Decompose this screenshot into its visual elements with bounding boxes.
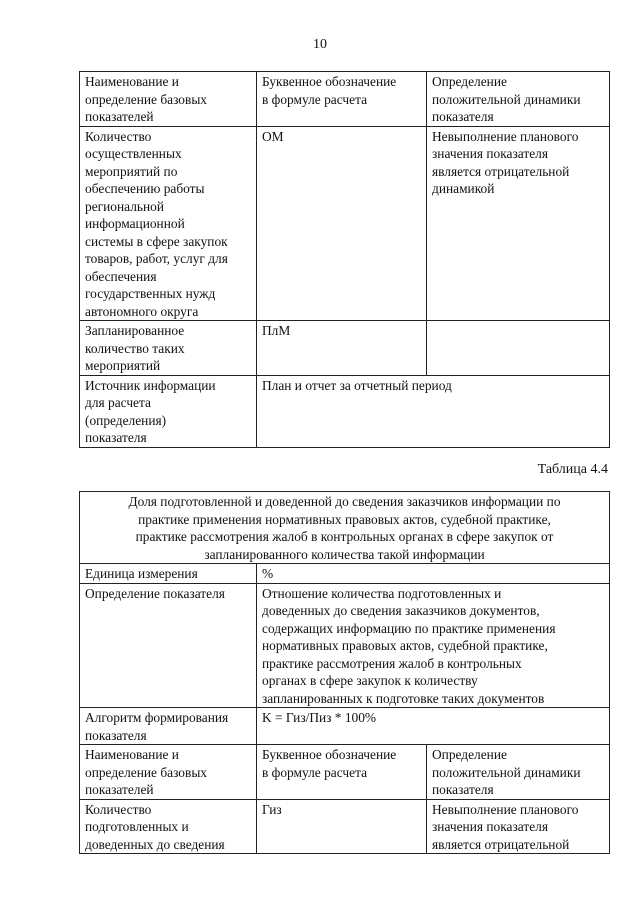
table-row <box>80 321 610 376</box>
table-cell: ОМ <box>257 126 427 321</box>
table-cell: Буквенное обозначение в формуле расчета <box>257 72 427 127</box>
table-cell: Количество осуществленных мероприятий по обеспечению работы региональной информационной системы в сфере закупок товаров, работ, услуг для обеспечения государственных нужд автономного округа <box>80 126 257 321</box>
table-cell: ПлМ <box>257 321 427 376</box>
table-row <box>80 126 610 321</box>
page-number: 10 <box>313 37 327 52</box>
table-cell: Определение положительной динамики показателя <box>427 72 610 127</box>
table-cell: % <box>257 564 610 584</box>
table-cell: Определение показателя <box>80 583 257 708</box>
table-row <box>80 375 610 447</box>
table-cell: Наименование и определение базовых показателей <box>80 72 257 127</box>
table-cell: Алгоритм формирования показателя <box>80 708 257 745</box>
source-label-cell: Источник информации для расчета (определения) показателя <box>80 375 257 447</box>
table-cell: Единица измерения <box>80 564 257 584</box>
table-caption: Таблица 4.4 <box>537 462 608 477</box>
table-row <box>80 583 610 708</box>
table-cell: Определение положительной динамики показателя <box>427 745 610 800</box>
indicator-table-4-4 <box>79 491 610 854</box>
table-cell: Невыполнение планового значения показателя является отрицательной динамикой <box>427 126 610 321</box>
table-row <box>80 799 610 854</box>
table-cell: Отношение количества подготовленных и доведенных до сведения заказчиков документов, содержащих информацию по практике применения нормативных правовых актов, судебной практике, практике рассмотрения жалоб в контрольных органах в сфере закупок к количеству запланированных к подготовке таких документов <box>257 583 610 708</box>
table-cell: Буквенное обозначение в формуле расчета <box>257 745 427 800</box>
table-header-row <box>80 72 610 127</box>
indicator-title-cell: Доля подготовленной и доведенной до сведения заказчиков информации по практике применения нормативных правовых актов, судебной практике, практике рассмотрения жалоб в контрольных органах в сфере закупок от запланированного количества такой информации <box>80 492 610 564</box>
table-cell: Запланированное количество таких мероприятий <box>80 321 257 376</box>
source-value-cell: План и отчет за отчетный период <box>257 375 610 447</box>
table-cell: Наименование и определение базовых показателей <box>80 745 257 800</box>
table-row <box>80 564 610 584</box>
table-row <box>80 708 610 745</box>
table-header-row <box>80 745 610 800</box>
indicator-table-continued <box>79 71 610 448</box>
table-cell: Невыполнение планового значения показателя является отрицательной <box>427 799 610 854</box>
formula-cell: K = Гиз/Пиз * 100% <box>257 708 610 745</box>
table-cell <box>427 321 610 376</box>
table-cell: Количество подготовленных и доведенных до сведения <box>80 799 257 854</box>
table-title-row <box>80 492 610 564</box>
table-cell: Гиз <box>257 799 427 854</box>
